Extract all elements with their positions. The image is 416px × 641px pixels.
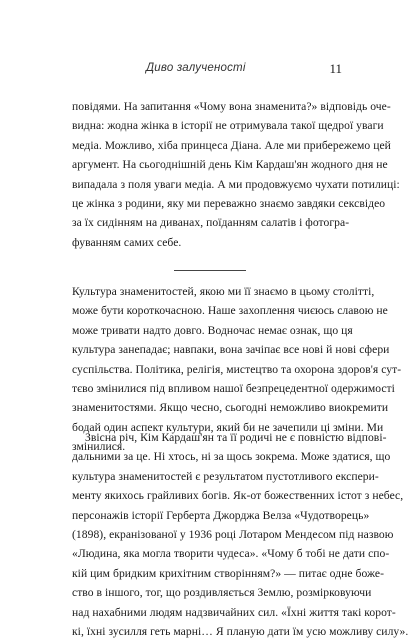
text-line: фуванням самих себе. [72,235,182,249]
text-line: кі, їхні зусилля геть марні… Я планую дати їм усю можливу силу». [72,624,409,638]
text-line: може бути короткочасною. Наше захоплення чиєюсь славою не [72,304,388,318]
text-line: знаменитостями. Якщо чесно, сьогодні неможливо виокремити [72,401,389,415]
text-line: Культура знаменитостей, якою ми її знаємо в цьому столітті, [72,285,375,298]
paragraph-continued [72,97,400,252]
text-line: Звісна річ, Кім Кардаш'ян та її родичі не є повністю відпові- [85,431,387,444]
text-line: це жінка з родини, яку ми переважно знаємо завдяки сексвідео [72,196,386,210]
text-line: змінилися. [72,440,126,454]
text-line: видна: жодна жінка в історії не отримувала такої щедрої уваги [72,119,384,133]
paragraph [72,428,409,641]
running-title: Диво залученості [146,62,246,74]
text-line: випадала з поля уваги медіа. А ми продовжуємо чухати потилиці: [72,177,400,191]
text-line: повідями. На запитання «Чому вона знаменита?» відповідь оче- [72,100,391,113]
text-line: культура знаменитостей є результатом пустотливого експери- [72,469,379,483]
text-line: аргумент. На сьогоднішній день Кім Кардаш'ян жодного дня не [72,158,388,172]
text-line: за їх сидінням на диванах, поїданням салатів і фотогра- [72,216,350,230]
text-line: культура занепадає; навпаки, вона зачіпає все нові й нові сфери [72,343,390,357]
page-header [0,62,416,78]
text-line: може тривати надто довго. Водночас немає ознак, що ця [72,323,353,337]
text-line: менту якихось грайливих богів. Як-от божественних істот з небес, [72,489,404,503]
text-line: кій цим бридким крихітним створінням?» — питає одне боже- [72,566,385,580]
text-line: бодай один аспект культури, який би не зачепили ці зміни. Ми [72,420,384,434]
text-line: дальними за це. Ні хтось, ні за щось зокрема. Може здатися, що [72,450,391,464]
text-line: суспільства. Політика, релігія, мистецтво та охорона здоров'я сут- [72,362,402,376]
page-number: 11 [329,61,342,76]
section-divider [174,270,246,271]
text-line: «Людина, яка могла творити чудеса». «Чому б тобі не дати спо- [72,547,390,561]
text-line: персонажів історії Герберта Джорджа Велза «Чудотворець» [72,508,370,522]
text-line: тєво змінилися під впливом нашої безпрецедентної одержимості [72,381,395,395]
text-line: медіа. Можливо, хіба принцеса Діана. Але ми прибережемо цей [72,138,391,152]
text-line: над нахабними людям надзвичайних сил. «Їхні життя такі корот- [72,605,396,619]
text-line: ство в іншого, тог, що роздивляється Землю, розмірковуючи [72,586,372,600]
text-line: (1898), екранізованої у 1936 році Лотаром Мендесом під назвою [72,527,394,541]
